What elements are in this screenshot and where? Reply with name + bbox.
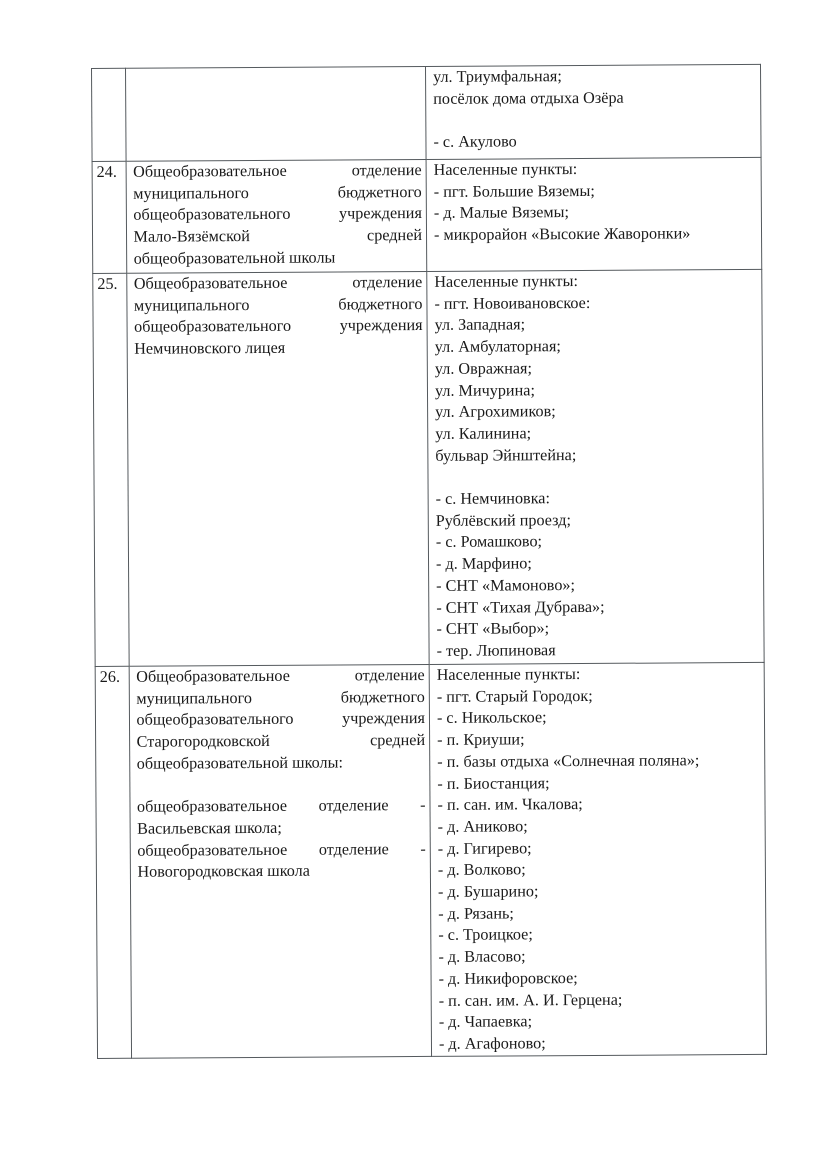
table-row-26 <box>95 662 766 1058</box>
areas-cell <box>429 662 766 1056</box>
organization-line: Общеобразовательное отделение <box>133 160 422 181</box>
table-row-25 <box>93 269 764 666</box>
area-line: - д. Чапаевка; <box>438 1012 533 1032</box>
area-line: - д. Никифоровское; <box>438 968 578 988</box>
organization-cell <box>129 664 432 1057</box>
organization-line: муниципального бюджетного <box>133 294 423 315</box>
row-number: 26. <box>95 666 131 1058</box>
organization-line: Старогородковской средней <box>136 731 426 751</box>
areas-cell <box>427 269 764 664</box>
area-line: бульвар Эйнштейна; <box>435 445 577 465</box>
area-line: - с. Никольское; <box>436 708 547 728</box>
organization-line: Васильевская школа; <box>137 818 282 838</box>
area-line: - тер. Люпиновая <box>436 641 556 660</box>
organization-line <box>137 773 426 796</box>
area-line: ул. Мичурина; <box>434 380 535 400</box>
area-line: - п. сан. им. А. И. Герцена; <box>438 990 623 1010</box>
area-line <box>435 465 758 489</box>
area-header: Населенные пункты: <box>436 665 581 684</box>
area-line: - п. сан. им. Чкалова; <box>437 795 583 815</box>
row-number: 24. <box>92 161 126 273</box>
area-line: ул. Западная; <box>434 315 526 335</box>
organization-line: общеобразовательного учреждения <box>133 204 422 225</box>
organization-cell <box>126 271 429 666</box>
area-line: - д. Рязань; <box>438 904 514 923</box>
area-line: - с. Акулово <box>433 132 517 152</box>
area-line: ул. Агрохимиков; <box>435 402 556 422</box>
organization-line: общеобразовательного учреждения <box>134 316 423 337</box>
area-line: - д. Агафоново; <box>438 1034 546 1053</box>
area-line: - пгт. Новоивановское: <box>434 293 591 313</box>
area-header: Населенные пункты: <box>434 272 579 291</box>
area-line: - СНТ «Тихая Дубрава»; <box>436 597 605 617</box>
area-line: - СНТ «Выбор»; <box>436 619 550 639</box>
areas-cell <box>425 64 761 159</box>
area-line: - д. Малые Вяземы; <box>433 203 570 223</box>
organization-line: общеобразовательной школы: <box>136 753 344 773</box>
organization-line: Общеобразовательное отделение <box>133 272 423 293</box>
organization-line: Общеобразовательное отделение <box>136 665 425 686</box>
organization-line: Немчиновского лицея <box>134 338 286 358</box>
area-line: ул. Триумфальная; <box>432 67 562 86</box>
area-line: - д. Гигирево; <box>437 838 532 858</box>
areas-cell <box>426 157 762 271</box>
area-line: ул. Калинина; <box>435 424 532 443</box>
organization-cell <box>126 159 427 273</box>
area-line: - д. Волково; <box>437 860 526 880</box>
area-line <box>433 108 756 132</box>
organization-line: Новогородковская школа <box>137 861 310 882</box>
area-line: - с. Немчиновка: <box>435 489 551 508</box>
schools-territory-table <box>91 64 767 1059</box>
area-line: - пгт. Большие Вяземы; <box>433 181 595 201</box>
organization-cell <box>125 66 426 161</box>
area-line: - микрорайон «Высокие Жаворонки» <box>433 224 691 245</box>
area-line: - с. Троицкое; <box>438 925 533 945</box>
area-header: Населенные пункты: <box>433 160 578 179</box>
table-row-continuation <box>92 64 762 161</box>
area-line: ул. Овражная; <box>434 359 533 378</box>
area-line: - п. Биостанция; <box>437 773 550 793</box>
area-line: - д. Власово; <box>438 947 526 967</box>
organization-line: муниципального бюджетного <box>133 182 422 203</box>
organization-line: общеобразовательное отделение - <box>136 796 426 816</box>
row-number-cell <box>92 68 126 161</box>
organization-line: общеобразовательной школы <box>133 248 336 268</box>
organization-line: общеобразовательное отделение - <box>137 839 426 860</box>
organization-line: общеобразовательного учреждения <box>136 709 426 730</box>
area-line: Рублёвский проезд; <box>435 510 572 530</box>
area-line: - СНТ «Мамоново»; <box>436 575 576 595</box>
area-line: - пгт. Старый Городок; <box>436 686 593 706</box>
organization-line: Мало-Вязёмской средней <box>133 226 423 246</box>
area-line: - п. базы отдыха «Солнечная поляна»; <box>437 751 700 771</box>
area-line: - д. Бушарино; <box>437 882 539 901</box>
area-line: ул. Амбулаторная; <box>434 337 561 357</box>
row-number: 25. <box>93 273 129 666</box>
area-line: - д. Аниково; <box>437 817 528 836</box>
area-line: посёлок дома отдыха Озёра <box>433 88 624 108</box>
table-row-24 <box>92 157 762 273</box>
area-line: - п. Криуши; <box>437 730 525 750</box>
area-line: - с. Ромашково; <box>435 532 543 552</box>
area-line: - д. Марфино; <box>435 554 532 574</box>
organization-line: муниципального бюджетного <box>136 687 425 708</box>
